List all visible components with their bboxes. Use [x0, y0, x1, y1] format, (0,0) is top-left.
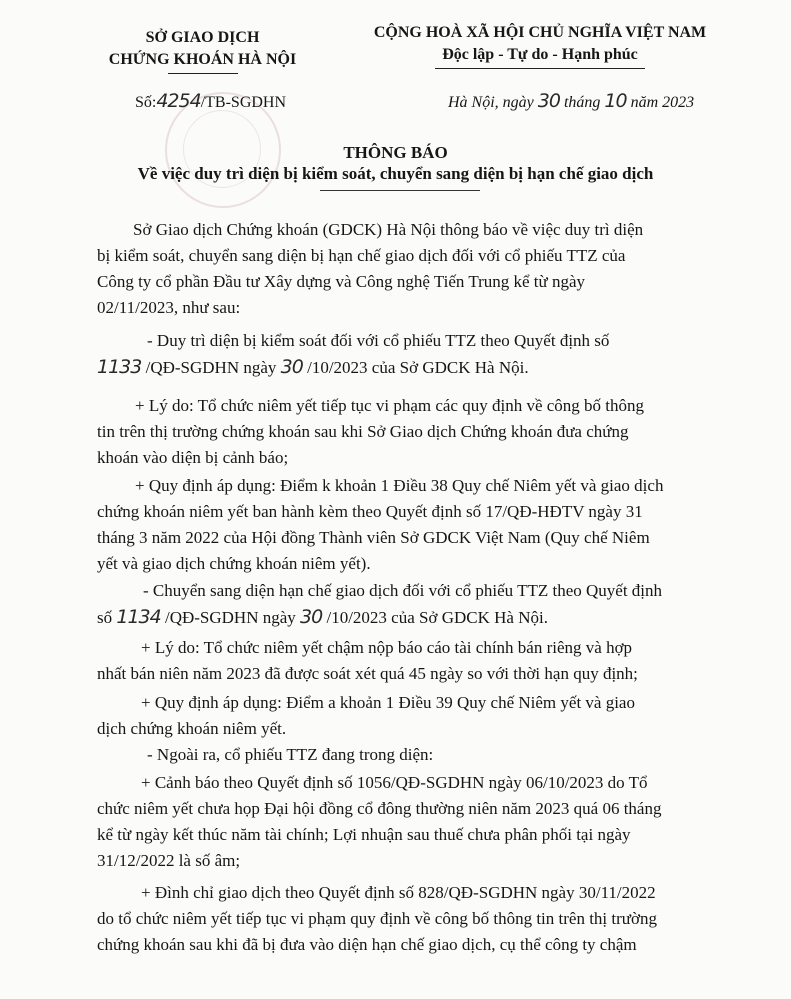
date-suffix: năm 2023 [626, 94, 695, 111]
motto: Độc lập - Tự do - Hạnh phúc [442, 46, 638, 63]
nation-name: CỘNG HOÀ XÃ HỘI CHỦ NGHĨA VIỆT NAM [373, 24, 707, 41]
org-name-line2: CHỨNG KHOÁN HÀ NỘI [108, 51, 297, 68]
text-line: + Lý do: Tổ chức niêm yết tiếp tục vi phạm các quy định về công bố thông [135, 396, 645, 415]
text-line: khoán vào diện bị cảnh báo; [97, 448, 289, 467]
handwritten-decision-day: 30 [280, 356, 303, 378]
text-fragment: số [97, 608, 117, 627]
text-fragment: /QĐ-SGDHN ngày [141, 358, 281, 377]
handwritten-decision-day-2: 30 [300, 606, 323, 628]
text-fragment: /QĐ-SGDHN ngày [160, 608, 301, 627]
motto-underline [435, 68, 645, 69]
item-maintain-control [97, 328, 717, 381]
handwritten-decision-number: 1133 [97, 356, 142, 378]
text-line: + Quy định áp dụng: Điểm k khoản 1 Điều 38 Quy chế Niêm yết và giao dịch [135, 476, 664, 495]
text-line: dịch chứng khoán niêm yết. [97, 719, 287, 738]
text-line: - Chuyển sang diện hạn chế giao dịch đối với cổ phiếu TTZ theo Quyết định [143, 581, 663, 600]
date-prefix: Hà Nội, ngày [448, 94, 538, 111]
text-line: Công ty cổ phần Đầu tư Xây dựng và Công nghệ Tiến Trung kể từ ngày [97, 272, 586, 291]
text-line: + Lý do: Tổ chức niêm yết chậm nộp báo cáo tài chính bán riêng và hợp [141, 638, 633, 657]
handwritten-decision-number-2: 1134 [116, 606, 161, 628]
document-number [135, 90, 286, 112]
text-line: - Ngoài ra, cổ phiếu TTZ đang trong diện: [147, 745, 434, 764]
text-line: tin trên thị trường chứng khoán sau khi Sở Giao dịch Chứng khoán đưa chứng [97, 422, 629, 441]
text-line: - Duy trì diện bị kiểm soát đối với cổ phiếu TTZ theo Quyết định số [147, 331, 610, 350]
text-line [97, 354, 717, 381]
text-line: 31/12/2022 là số âm; [97, 851, 241, 870]
subject-underline [320, 190, 480, 191]
text-line [97, 604, 717, 631]
number-suffix: /TB-SGDHN [200, 94, 287, 111]
text-line: + Đình chỉ giao dịch theo Quyết định số 828/QĐ-SGDHN ngày 30/11/2022 [141, 883, 656, 902]
org-underline [168, 73, 238, 74]
reason-paragraph-2 [97, 635, 717, 687]
reason-paragraph-1 [97, 393, 717, 471]
text-line: kể từ ngày kết thúc năm tài chính; Lợi nhuận sau thuế chưa phân phối tại ngày [97, 825, 631, 844]
number-label: Số: [135, 94, 157, 111]
text-line: + Cảnh báo theo Quyết định số 1056/QĐ-SGDHN ngày 06/10/2023 do Tổ [141, 773, 648, 792]
national-motto [350, 22, 730, 69]
issue-date [448, 90, 694, 112]
handwritten-number: 4254 [156, 90, 201, 112]
handwritten-month: 10 [604, 90, 627, 112]
text-line: yết và giao dịch chứng khoán niêm yết). [97, 554, 371, 573]
text-line: bị kiểm soát, chuyển sang diện bị hạn chế giao dịch đối với cổ phiếu TTZ của [97, 246, 626, 265]
text-fragment: /10/2023 của Sở GDCK Hà Nội. [322, 608, 548, 627]
text-line: chứng khoán sau khi đã bị đưa vào diện hạn chế giao dịch, cụ thể công ty chậm [97, 935, 637, 954]
issuing-organization [95, 27, 310, 74]
item-restrict-trading [97, 578, 717, 631]
text-fragment: /10/2023 của Sở GDCK Hà Nội. [302, 358, 529, 377]
regulation-paragraph-1 [97, 473, 717, 577]
handwritten-day: 30 [537, 90, 560, 112]
text-line: Sở Giao dịch Chứng khoán (GDCK) Hà Nội thông báo về việc duy trì diện [133, 220, 644, 239]
text-line: chức niêm yết chưa họp Đại hội đồng cổ đông thường niên năm 2023 quá 06 tháng [97, 799, 662, 818]
regulation-paragraph-2 [97, 690, 717, 742]
document-subject: Về việc duy trì diện bị kiểm soát, chuyển sang diện bị hạn chế giao dịch [137, 164, 654, 183]
additional-status-intro [97, 742, 717, 768]
text-line: + Quy định áp dụng: Điểm a khoản 1 Điều 39 Quy chế Niêm yết và giao [141, 693, 635, 712]
org-name-line1: SỞ GIAO DỊCH [145, 29, 260, 46]
suspension-paragraph [97, 880, 717, 958]
text-line: do tổ chức niêm yết tiếp tục vi phạm quy định về công bố thông tin trên thị trường [97, 909, 657, 928]
warning-paragraph [97, 770, 717, 874]
text-line: tháng 3 năm 2022 của Hội đồng Thành viên Sở GDCK Việt Nam (Quy chế Niêm [97, 528, 650, 547]
date-mid: tháng [559, 94, 605, 111]
text-line: nhất bán niên năm 2023 đã được soát xét quá 45 ngày so với thời hạn quy định; [97, 664, 638, 683]
document-title: THÔNG BÁO [343, 143, 448, 162]
intro-paragraph [97, 217, 717, 321]
text-line: 02/11/2023, như sau: [97, 298, 241, 317]
text-line: chứng khoán niêm yết ban hành kèm theo Quyết định số 17/QĐ-HĐTV ngày 31 [97, 502, 643, 521]
